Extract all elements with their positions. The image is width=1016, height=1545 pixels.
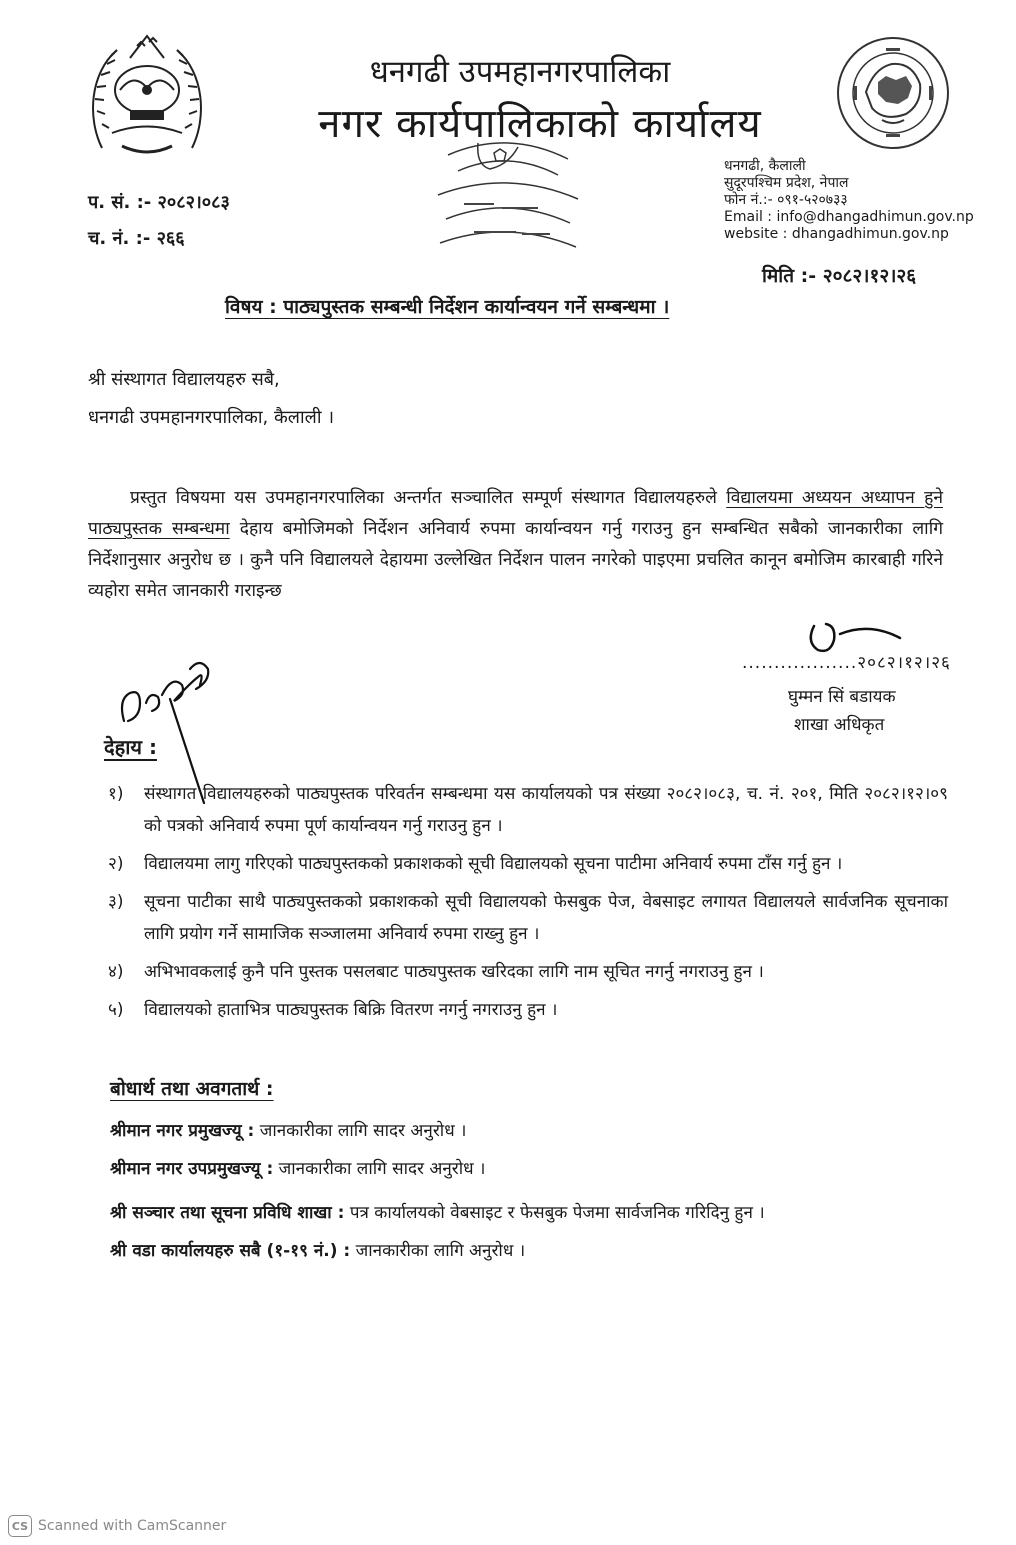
cc-recipient: श्री वडा कार्यालयहरु सबै (१-१९ नं.) :: [110, 1241, 351, 1261]
scanner-text: Scanned with CamScanner: [38, 1518, 227, 1534]
office-seal-icon: [418, 135, 598, 263]
office-name: नगर कार्यपालिकाको कार्यालय: [318, 101, 762, 147]
scanner-footer: [8, 1515, 226, 1537]
contact-province: सुदूरपश्चिम प्रदेश, नेपाल: [724, 175, 849, 191]
contact-email: Email : info@dhangadhimun.gov.np: [724, 209, 974, 225]
addressee-line-1: श्री संस्थागत विद्यालयहरु सबै,: [88, 369, 280, 390]
cc-line: [110, 1238, 525, 1261]
cc-heading: बोधार्थ तथा अवगतार्थ :: [110, 1078, 274, 1100]
directive-text: विद्यालयमा लागु गरिएको पाठ्यपुस्तकको प्रकाशकको सूची विद्यालयको सूचना पाटीमा अनिवार्य रुपमा टाँस गर्नु हुन ।: [144, 854, 843, 874]
body-underlined: विद्यालयमा अध्ययन अध्यापन हुने पाठ्यपुस्तक सम्बन्धमा: [88, 488, 943, 539]
directive-text: संस्थागत विद्यालयहरुको पाठ्यपुस्तक परिवर्तन सम्बन्धमा यस कार्यालयको पत्र संख्या २०८२।०८३, च. नं. २०१, मिति २०८२।१२।०९ को पत्रको अनिवार्य रुपमा पूर्ण कार्यान्वयन गर्नु गराउनु हुन ।: [144, 784, 948, 836]
cc-note: जानकारीका लागि सादर अनुरोध ।: [273, 1159, 486, 1179]
directive-item: [108, 886, 948, 950]
directive-item: [108, 778, 948, 842]
letter-body: [88, 483, 943, 607]
signature-date: ..................२०८२।१२।२६: [742, 653, 951, 673]
municipality-name: धनगढी उपमहानगरपालिका: [369, 54, 671, 90]
contact-city: धनगढी, कैलाली: [724, 158, 806, 174]
signer-title: शाखा अधिकृत: [794, 715, 885, 735]
letter-date: मिति :- २०८२।१२।२६: [762, 265, 917, 287]
signer-name: घुम्मन सिं बडायक: [788, 687, 896, 707]
cc-note: जानकारीका लागि अनुरोध ।: [350, 1241, 526, 1261]
contact-block: [724, 158, 974, 243]
directive-item: [108, 994, 948, 1026]
contact-phone: फोन नं.:- ०९१-५२०७३३: [724, 192, 848, 208]
directive-number: ५): [108, 1000, 124, 1020]
body-part-2: देहाय बमोजिमको निर्देशन अनिवार्य रुपमा कार्यान्वयन गर्नु गराउनु हुन सम्बन्धित सबैको जानकारीका लागि निर्देशानुसार अनुरोध छ । कुनै पनि विद्यालयले देहायमा उल्लेखित निर्देशन पालन नगरेको पाइएमा प्रचलित कानून बमोजिम कारबाही गरिने व्यहोरा समेत जानकारी गराइन्छ: [88, 519, 943, 601]
cc-note: पत्र कार्यालयको वेबसाइट र फेसबुक पेजमा सार्वजनिक गरिदिनु हुन ।: [344, 1203, 765, 1223]
directive-number: ४): [108, 962, 124, 982]
body-part-1: प्रस्तुत विषयमा यस उपमहानगरपालिका अन्तर्गत सञ्चालित सम्पूर्ण संस्थागत विद्यालयहरुले: [130, 488, 727, 508]
directives-list: [108, 778, 948, 1032]
directives-heading: देहाय :: [104, 735, 157, 759]
directive-number: ३): [108, 892, 124, 912]
cc-recipient: श्रीमान नगर उपप्रमुखज्यू :: [110, 1159, 274, 1179]
cc-line: [110, 1118, 467, 1141]
letter-number: प. सं. :- २०८२।०८३: [88, 192, 230, 213]
directive-item: [108, 956, 948, 988]
cc-recipient: श्रीमान नगर प्रमुखज्यू :: [110, 1121, 255, 1141]
camscanner-icon: CS: [8, 1515, 32, 1537]
municipality-stamp-icon: [834, 34, 952, 152]
directive-number: २): [108, 854, 124, 874]
addressee-line-2: धनगढी उपमहानगरपालिका, कैलाली ।: [88, 407, 335, 428]
letter-subject: विषय : पाठ्यपुस्तक सम्बन्धी निर्देशन कार्यान्वयन गर्ने सम्बन्धमा ।: [225, 296, 670, 318]
cc-recipient: श्री सञ्चार तथा सूचना प्रविधि शाखा :: [110, 1203, 345, 1223]
directive-item: [108, 848, 948, 880]
contact-website: website : dhangadhimun.gov.np: [724, 226, 949, 242]
cc-line: [110, 1156, 485, 1179]
cc-note: जानकारीका लागि सादर अनुरोध ।: [254, 1121, 467, 1141]
dispatch-number: च. नं. :- २६६: [88, 228, 185, 249]
cc-line: [110, 1200, 765, 1223]
directive-text: अभिभावकलाई कुनै पनि पुस्तक पसलबाट पाठ्यपुस्तक खरिदका लागि नाम सूचित नगर्नु नगराउनु हुन ।: [144, 962, 764, 982]
directive-text: विद्यालयको हाताभित्र पाठ्यपुस्तक बिक्रि वितरण नगर्नु नगराउनु हुन ।: [144, 1000, 558, 1020]
directive-number: १): [108, 784, 124, 804]
nepal-emblem-icon: [82, 28, 212, 163]
directive-text: सूचना पाटीका साथै पाठ्यपुस्तकको प्रकाशकको सूची विद्यालयको फेसबुक पेज, वेबसाइट लगायत विद्यालयले सार्वजनिक सूचनाका लागि प्रयोग गर्ने सामाजिक सञ्जालमा अनिवार्य रुपमा राख्नु हुन ।: [144, 892, 948, 944]
